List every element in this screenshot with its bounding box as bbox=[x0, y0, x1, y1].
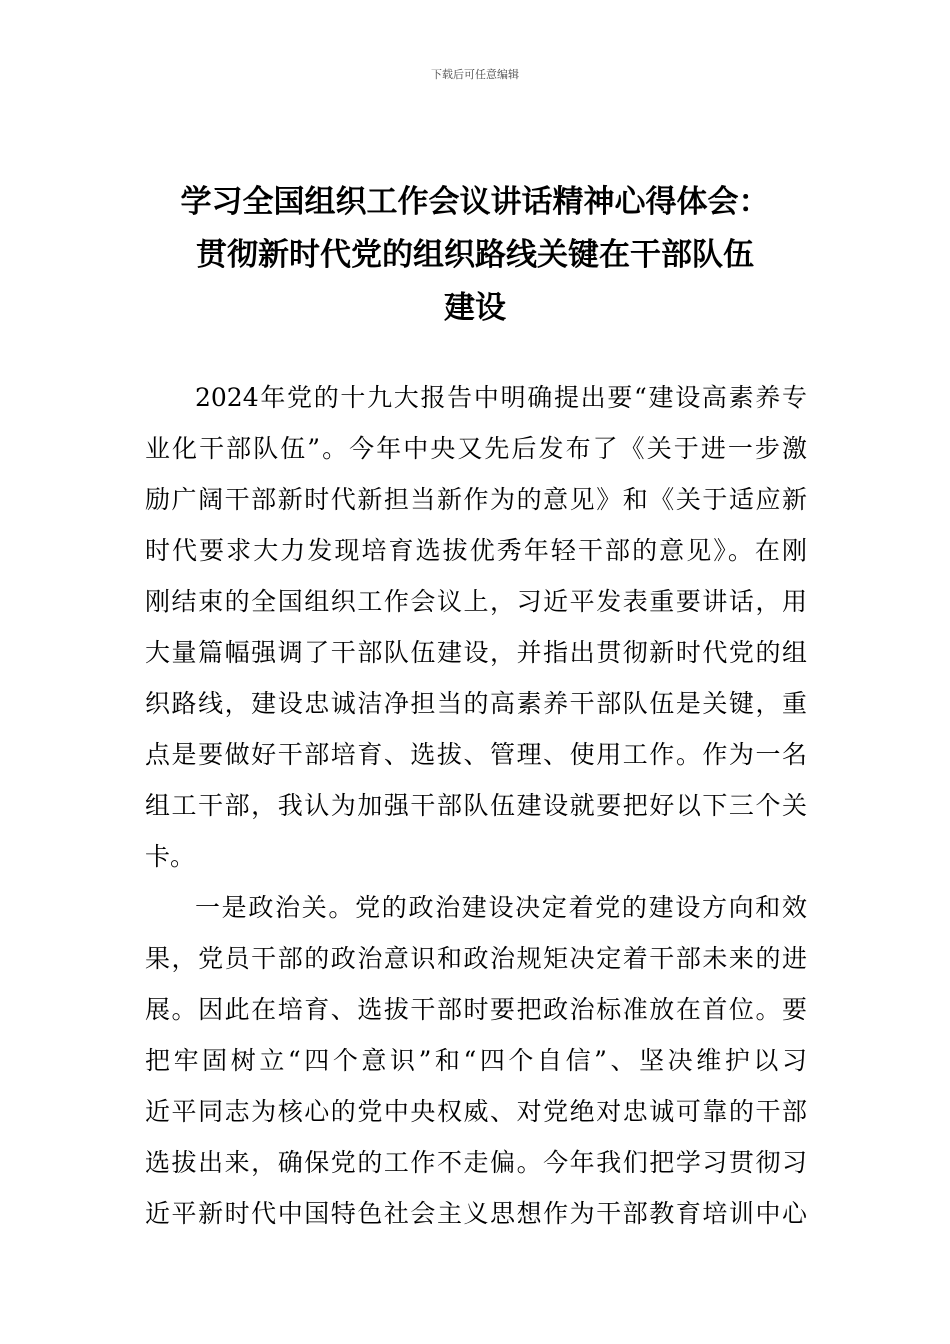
text-line: 选拔出来，确保党的工作不走偏。今年我们把学习贯彻习 bbox=[145, 1148, 807, 1177]
text-line: 把牢固树立“四个意识”和“四个自信”、坚决维护以习 bbox=[145, 1046, 807, 1075]
text-line: 刚结束的全国组织工作会议上，习近平发表重要讲话，用 bbox=[145, 587, 807, 616]
text-line: 时代要求大力发现培育选拔优秀年轻干部的意见》。在刚 bbox=[145, 536, 807, 565]
text-line: 卡。 bbox=[145, 842, 196, 871]
paragraph-political bbox=[145, 882, 807, 1239]
text-line: 励广阔干部新时代新担当新作为的意见》和《关于适应新 bbox=[145, 485, 807, 514]
text-line: 大量篇幅强调了干部队伍建设，并指出贯彻新时代党的组 bbox=[145, 638, 807, 667]
text-line: 展。因此在培育、选拔干部时要把政治标准放在首位。要 bbox=[145, 995, 807, 1024]
text-line: 一是政治关。党的政治建设决定着党的建设方向和效 bbox=[195, 893, 807, 922]
text-line: 点是要做好干部培育、选拔、管理、使用工作。作为一名 bbox=[145, 740, 807, 769]
text-line: 果，党员干部的政治意识和政治规矩决定着干部未来的进 bbox=[145, 944, 807, 973]
title-line: 建设 bbox=[444, 290, 506, 326]
document-body bbox=[145, 372, 807, 1239]
title-line: 贯彻新时代党的组织路线关键在干部队伍 bbox=[196, 237, 754, 273]
page-header: 下载后可任意编辑 bbox=[431, 68, 519, 81]
document-title bbox=[140, 176, 810, 335]
text-line: 近平同志为核心的党中央权威、对党绝对忠诚可靠的干部 bbox=[145, 1097, 807, 1126]
paragraph-intro bbox=[145, 372, 807, 882]
text-line: 组工干部，我认为加强干部队伍建设就要把好以下三个关 bbox=[145, 791, 807, 820]
text-line: 织路线，建设忠诚洁净担当的高素养干部队伍是关键，重 bbox=[145, 689, 807, 718]
text-line: 业化干部队伍”。今年中央又先后发布了《关于进一步激 bbox=[145, 434, 807, 463]
text-line: 2024年党的十九大报告中明确提出要“建设高素养专 bbox=[195, 383, 807, 412]
title-line: 学习全国组织工作会议讲话精神心得体会： bbox=[180, 184, 770, 220]
text-line: 近平新时代中国特色社会主义思想作为干部教育培训中心 bbox=[145, 1199, 807, 1228]
